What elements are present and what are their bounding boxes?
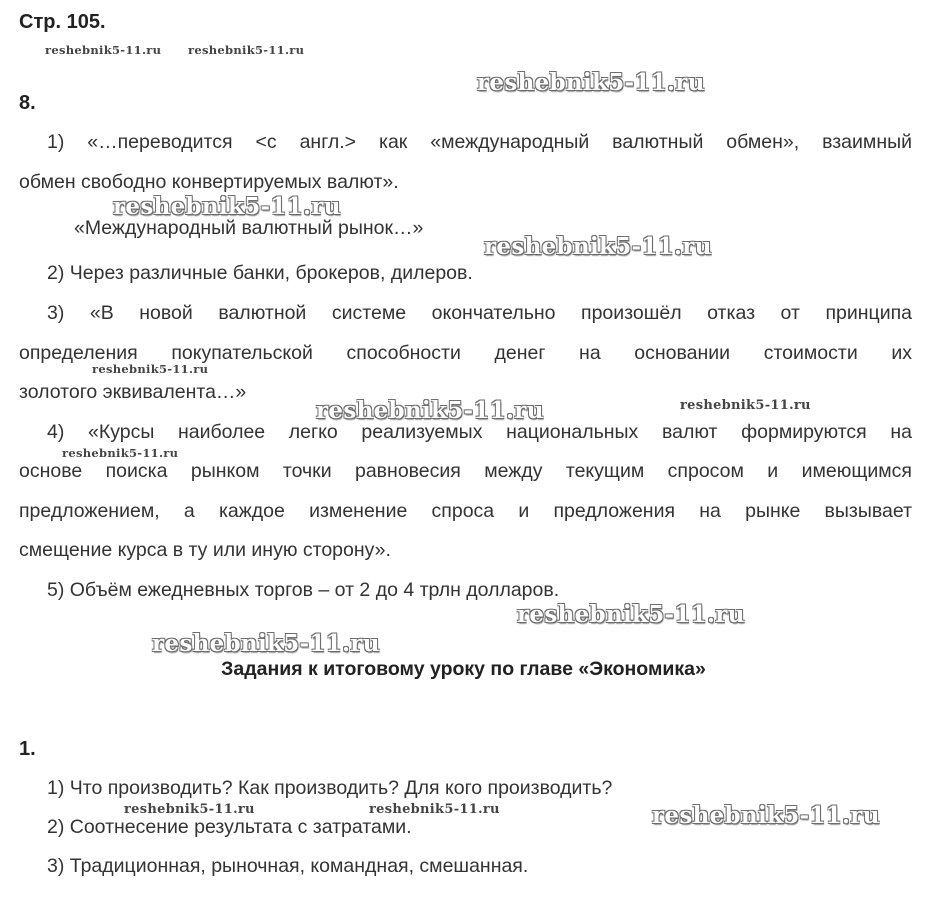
watermark: reshebnik5-11.ru: [45, 43, 162, 57]
answer-line: обмен свободно конвертируемых валют».: [19, 171, 399, 193]
watermark: reshebnik5-11.ru: [92, 362, 209, 376]
answer-line: 1) «…переводится <с англ.> как «международный валютный обмен», взаимный: [47, 131, 912, 153]
watermark: reshebnik5-11.ru: [477, 69, 705, 96]
task-number: 1.: [19, 738, 36, 760]
watermark: reshebnik5-11.ru: [62, 446, 179, 460]
answer-line: 2) Через различные банки, брокеров, дилеров.: [47, 262, 473, 284]
section-heading: Задания к итоговому уроку по главе «Экономика»: [221, 658, 706, 680]
watermark: reshebnik5-11.ru: [113, 193, 341, 220]
task-number: 8.: [19, 92, 36, 114]
answer-line: определения покупательской способности денег на основании стоимости их: [19, 342, 912, 364]
watermark: reshebnik5-11.ru: [124, 802, 255, 817]
watermark: reshebnik5-11.ru: [188, 43, 305, 57]
watermark: reshebnik5-11.ru: [484, 233, 712, 260]
page-label: Стр. 105.: [19, 11, 106, 33]
watermark: reshebnik5-11.ru: [680, 398, 811, 413]
watermark: reshebnik5-11.ru: [517, 601, 745, 628]
answer-line: смещение курса в ту или иную сторону».: [19, 539, 391, 561]
answer-line: золотого эквивалента…»: [19, 381, 247, 403]
watermark: reshebnik5-11.ru: [652, 802, 880, 829]
answer-line: «Международный валютный рынок…»: [74, 217, 424, 239]
answer-line: 3) Традиционная, рыночная, командная, смешанная.: [47, 855, 529, 877]
answer-line: 3) «В новой валютной системе окончательно произошёл отказ от принципа: [47, 302, 912, 324]
answer-line: основе поиска рынком точки равновесия между текущим спросом и имеющимся: [19, 460, 912, 482]
watermark: reshebnik5-11.ru: [316, 397, 544, 424]
answer-line: 1) Что производить? Как производить? Для кого производить?: [47, 777, 613, 799]
answer-line: 2) Соотнесение результата с затратами.: [47, 816, 412, 838]
answer-line: 5) Объём ежедневных торгов – от 2 до 4 трлн долларов.: [47, 579, 560, 601]
answer-line: предложением, а каждое изменение спроса и предложения на рынке вызывает: [19, 500, 912, 522]
watermark: reshebnik5-11.ru: [152, 630, 380, 657]
answer-line: 4) «Курсы наиболее легко реализуемых национальных валют формируются на: [47, 421, 912, 443]
watermark: reshebnik5-11.ru: [369, 802, 500, 817]
